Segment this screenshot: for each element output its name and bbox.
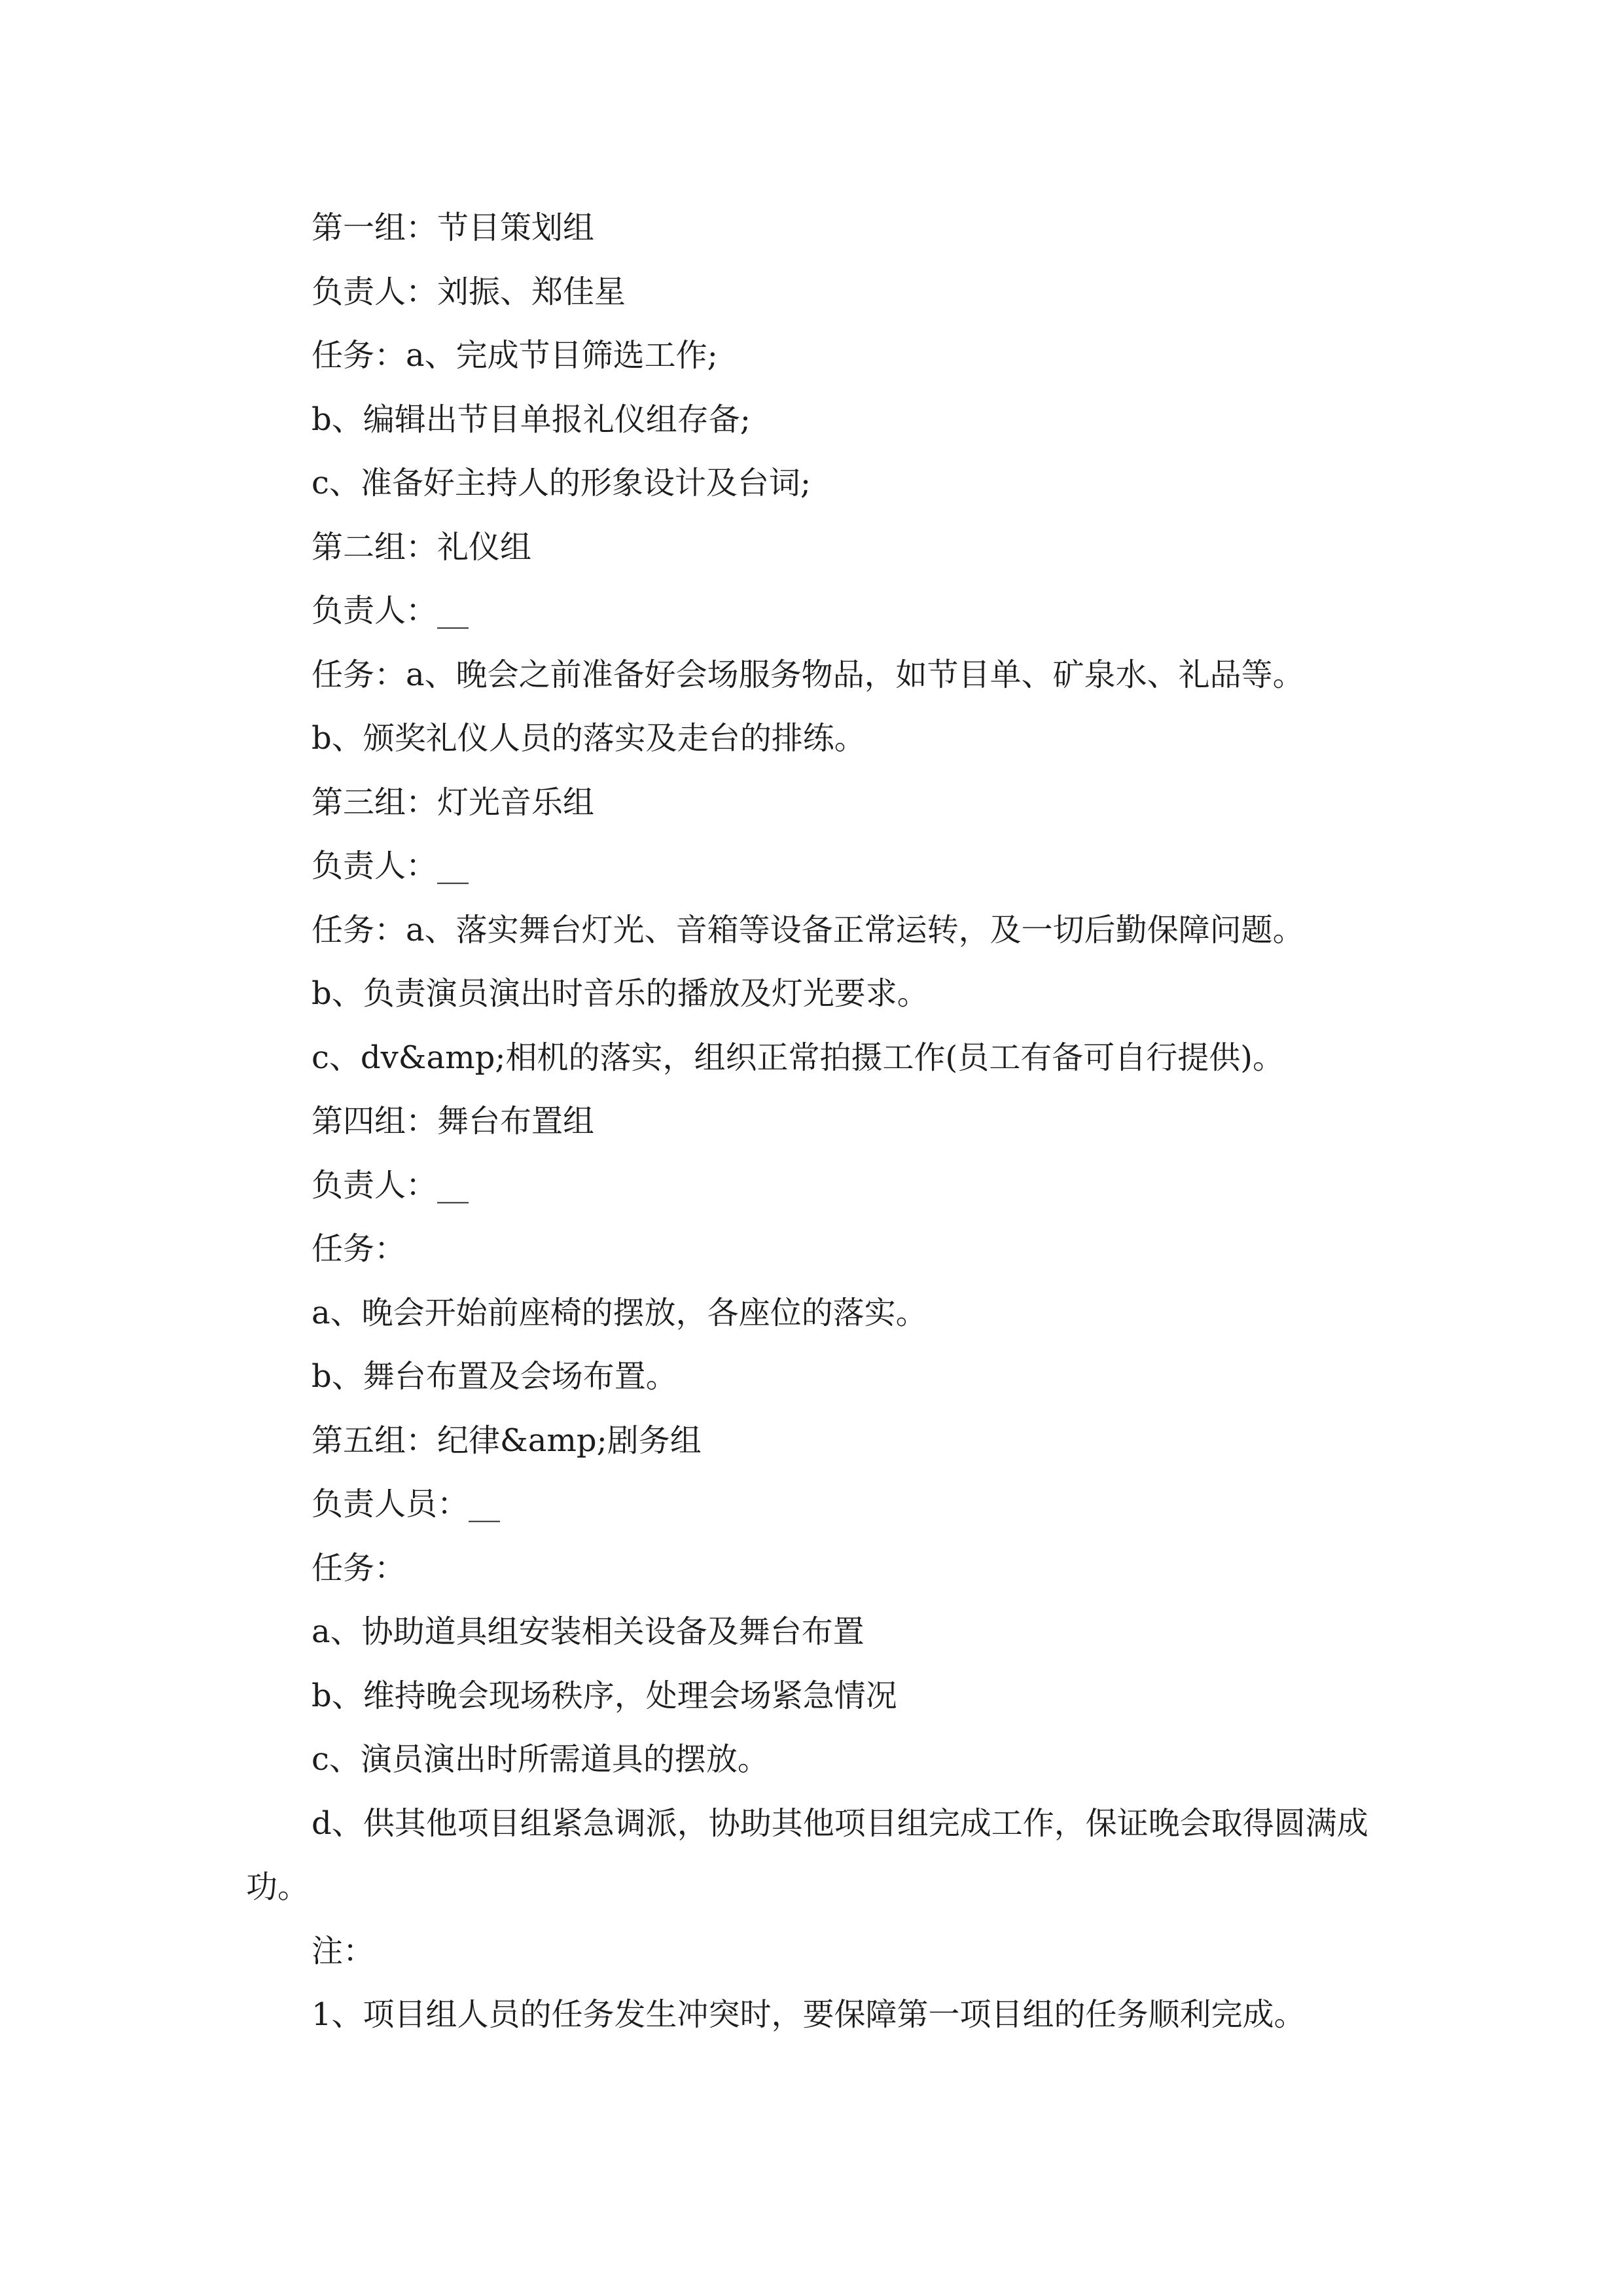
- paragraph: 任务：a、落实舞台灯光、音箱等设备正常运转，及一切后勤保障问题。: [312, 911, 1304, 948]
- paragraph: 负责人：__: [312, 592, 469, 629]
- paragraph: 第一组：节目策划组: [312, 209, 595, 246]
- paragraph: b、编辑出节目单报礼仪组存备;: [312, 401, 751, 438]
- paragraph: 注：: [312, 1932, 375, 1969]
- paragraph: 任务：: [312, 1549, 406, 1587]
- paragraph: b、维持晚会现场秩序，处理会场紧急情况: [312, 1677, 897, 1714]
- paragraph: d、供其他项目组紧急调派，协助其他项目组完成工作，保证晚会取得圆满成功。: [246, 1804, 1368, 1905]
- paragraph: c、准备好主持人的形象设计及台词;: [312, 465, 812, 501]
- paragraph: b、负责演员演出时音乐的播放及灯光要求。: [312, 975, 929, 1012]
- paragraph: 负责人员：__: [312, 1486, 501, 1522]
- paragraph: 任务：a、晚会之前准备好会场服务物品，如节目单、矿泉水、礼品等。: [312, 656, 1304, 693]
- paragraph: 第二组：礼仪组: [312, 528, 532, 565]
- paragraph: 1、项目组人员的任务发生冲突时，要保障第一项目组的任务顺利完成。: [312, 1996, 1306, 2033]
- paragraph: 负责人：刘振、郑佳星: [312, 273, 626, 310]
- paragraph: 第五组：纪律&amp;剧务组: [312, 1422, 702, 1459]
- paragraph: 任务：: [312, 1230, 406, 1267]
- paragraph: b、舞台布置及会场布置。: [312, 1358, 677, 1395]
- paragraph: a、协助道具组安装相关设备及舞台布置: [312, 1613, 865, 1650]
- paragraph: 负责人：__: [312, 848, 469, 884]
- paragraph: b、颁奖礼仪人员的落实及走台的排练。: [312, 720, 866, 757]
- paragraph: 任务：a、完成节目筛选工作;: [312, 337, 718, 374]
- paragraph: c、dv&amp;相机的落实，组织正常拍摄工作(员工有备可自行提供)。: [312, 1039, 1284, 1076]
- paragraph: 第四组：舞台布置组: [312, 1103, 595, 1139]
- document-body: [246, 196, 1385, 2047]
- paragraph: 负责人：__: [312, 1166, 469, 1204]
- paragraph: a、晚会开始前座椅的摆放，各座位的落实。: [312, 1294, 927, 1331]
- paragraph: 第三组：灯光音乐组: [312, 783, 595, 821]
- paragraph: c、演员演出时所需道具的摆放。: [312, 1741, 769, 1778]
